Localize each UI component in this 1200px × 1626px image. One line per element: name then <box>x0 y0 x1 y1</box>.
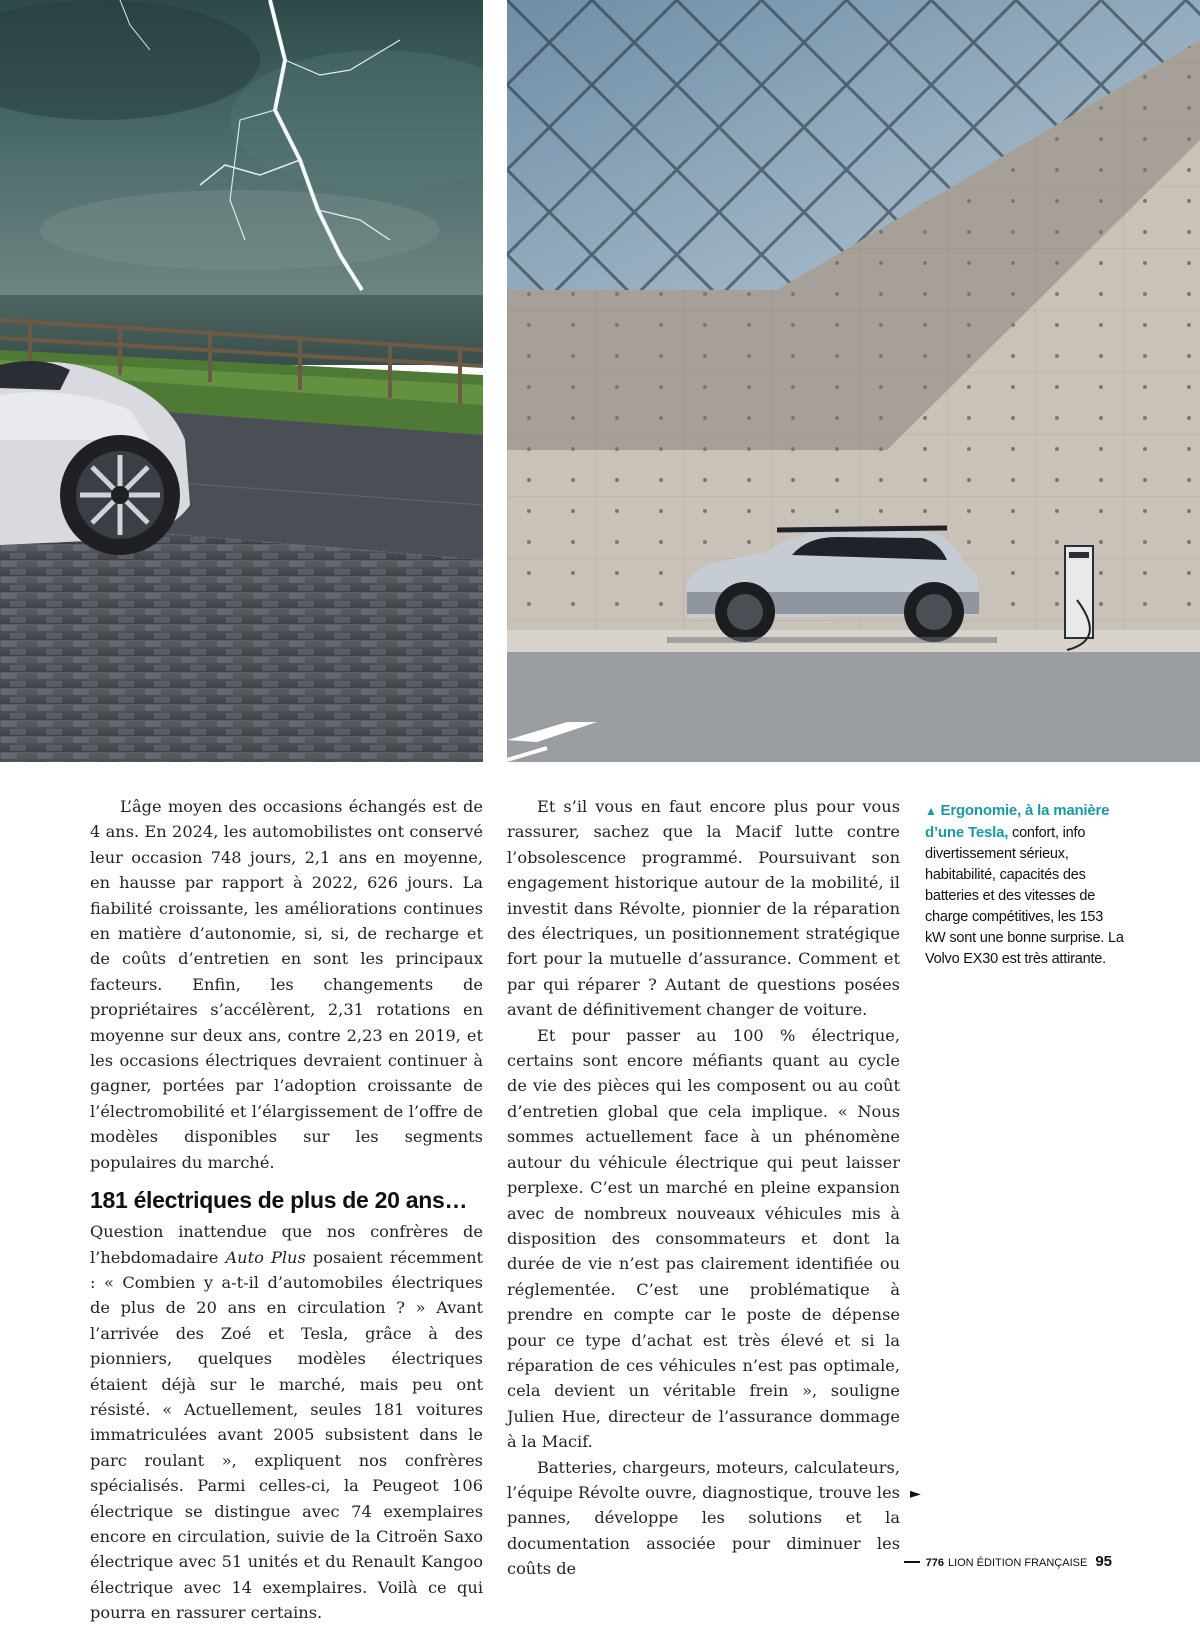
issue-number: 776 <box>925 1557 944 1569</box>
publication-title: Auto Plus <box>225 1247 306 1267</box>
section-heading: 181 électriques de plus de 20 ans… <box>90 1187 468 1214</box>
photo-storm-car <box>0 0 483 762</box>
magazine-name: LION ÉDITION FRANÇAISE <box>947 1557 1088 1569</box>
page-footer <box>904 1553 1112 1570</box>
paragraph: L’âge moyen des occasions échangés est de 4 ans. En 2024, les automobilistes ont conservé leur occasion 748 jours, 2,1 ans en moyenne, en hausse par rapport à 2022, 626 jours. La fiabilité croissante, les améliorations continues en matière d’autonomie, si, si, de recharge et de coûts d’entretien en sont les principaux facteurs. Enfin, les changements de propriétaires s’accélèrent, 2,31 rotations en moyenne sur deux ans, contre 2,23 en 2019, et les occasions électriques devraient continuer à gagner, portées par l’adoption croissante de l’électromobilité et l’élargissement de l’offre de modèles disponibles sur les segments populaires du marché. <box>90 797 483 1172</box>
paragraph-text: posaient récemment : « Combien y a-t-il d’automobiles électriques de plus de 20 ans en circulation ? » Avant l’arrivée des Zoé et Tesla, grâce à des pionniers, quelques modèles électriques étaient déjà sur le marché, mais peu ont résisté. « Actuellement, seules 181 voitures immatriculées avant 2005 subsistent dans le parc roulant », expliquent nos confrères spécialisés. Parmi celles-ci, la Peugeot 106 électrique se distingue avec 74 exemplaires encore en circulation, suivie de la Citroën Saxo électrique avec 51 unités et du Renault Kangoo électrique avec 14 exemplaires. Voilà ce qui pourra en rassurer certains. <box>90 1247 483 1623</box>
paragraph-text: Question inattendue que nos confrères de l’hebdomadaire <box>90 1222 483 1267</box>
paragraph <box>90 1219 483 1626</box>
caption-body: confort, info divertissement sérieux, habitabilité, capacités des batteries et des vitesses de charge compétitives, les 153 kW sont une bonne surprise. La Volvo EX30 est très attirante. <box>925 825 1124 967</box>
volvo-charging-illustration <box>507 0 1200 762</box>
storm-car-illustration <box>0 0 483 762</box>
paragraph: Et s’il vous en faut encore plus pour vous rassurer, sachez que la Macif lutte contre l’obsolescence programmé. Poursuivant son engagement historique autour de la mobilité, il investit dans Révolte, pionnier de la réparation des électriques, un positionnement stratégique fort pour la mutuelle d’assurance. Comment et par qui réparer ? Autant de questions posées avant de définitivement changer de voiture. <box>507 797 900 1020</box>
page-number: 95 <box>1095 1553 1112 1570</box>
caption-triangle-icon: ▲ <box>925 804 937 818</box>
article-column-middle <box>507 794 900 1582</box>
footer-rule <box>904 1561 920 1563</box>
photo-caption <box>925 800 1125 970</box>
paragraph: Et pour passer au 100 % électrique, certains sont encore méfiants quant au cycle de vie des pièces qui les composent ou au coût d’entretien global que cela implique. « Nous sommes actuellement face à un phénomène autour du véhicule électrique qui peut laisser perplexe. C’est un marché en pleine expansion avec de nombreux nouveaux véhicules mis à disposition des consommateurs et dont la durée de vie n’est pas clairement identifiée ou réglementée. C’est une problématique à prendre en compte car le poste de dépense pour ce type d’achat est très élevé et si la réparation de ces véhicules n’est pas optimale, cela devient un véritable frein », souligne Julien Hue, directeur de l’assurance dommage à la Macif. <box>507 1025 900 1452</box>
caption-lead: Ergonomie, à la manière d’une Tesla, <box>925 802 1110 841</box>
continue-arrow-icon: ► <box>910 1486 921 1502</box>
paragraph: Batteries, chargeurs, moteurs, calculateurs, l’équipe Révolte ouvre, diagnostique, trouve les pannes, développe les solutions et la documentation associée pour diminuer les coûts de <box>507 1457 900 1579</box>
photo-volvo-charging <box>507 0 1200 762</box>
article-column-left <box>90 794 483 1626</box>
